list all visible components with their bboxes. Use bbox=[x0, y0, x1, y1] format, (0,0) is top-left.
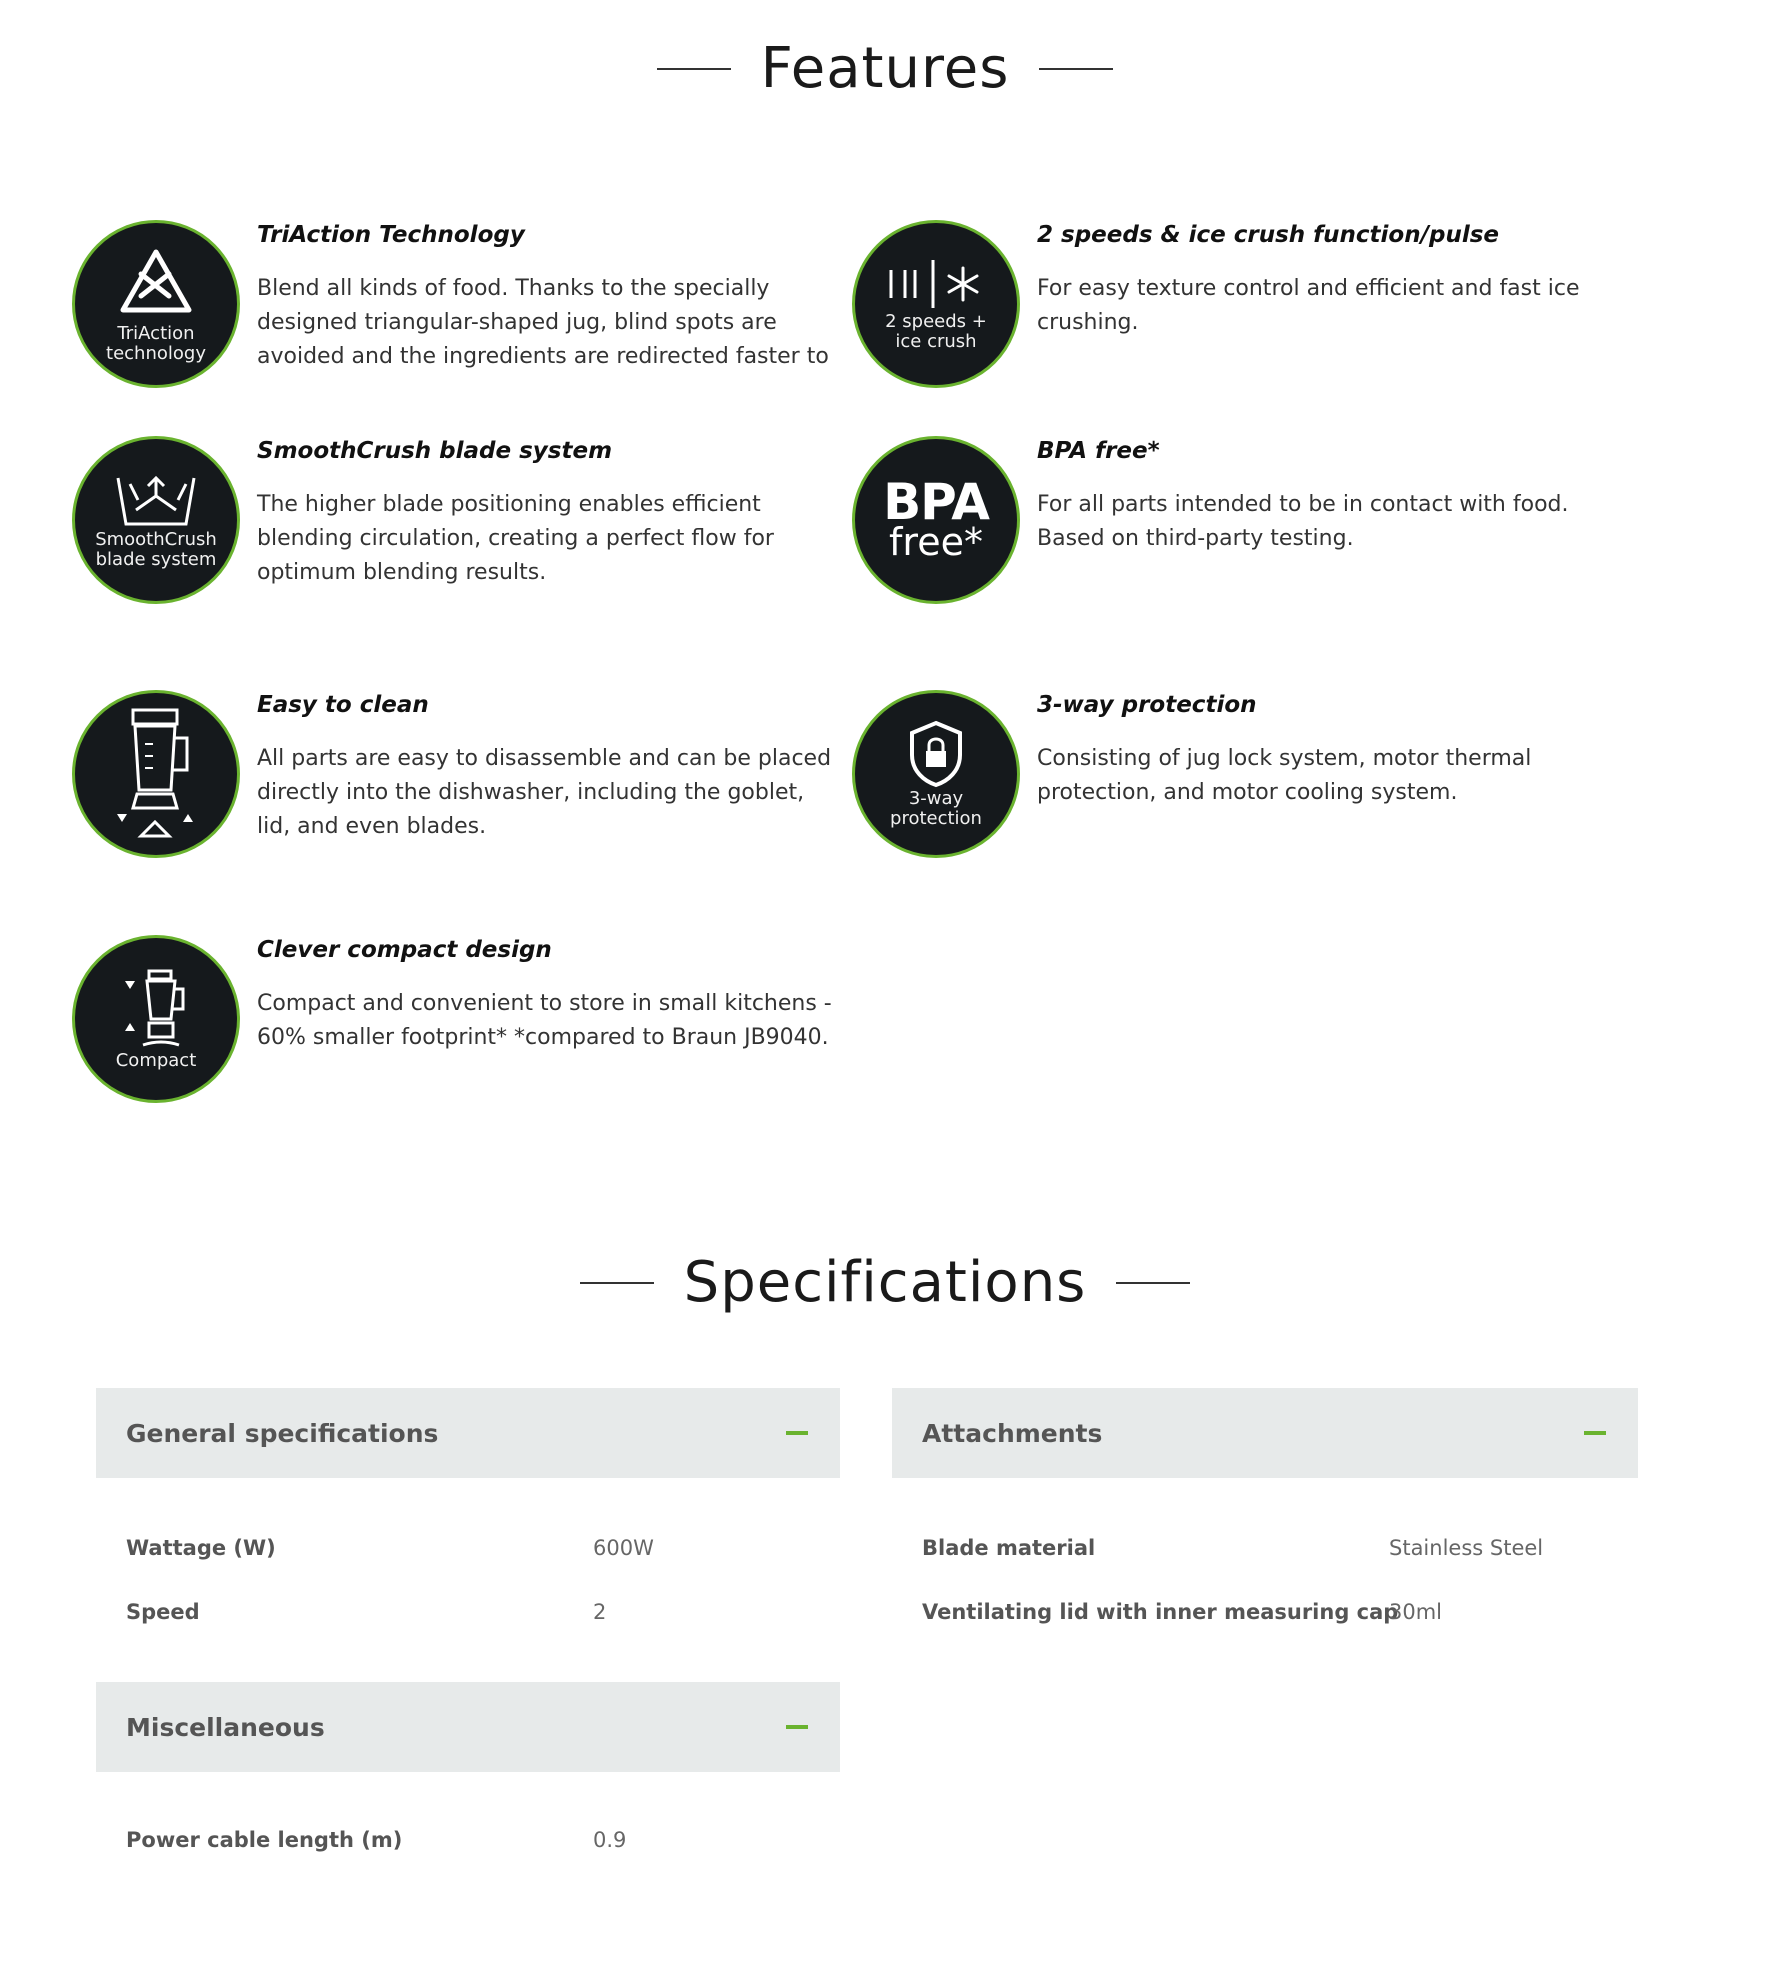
spec-key: Ventilating lid with inner measuring cap bbox=[922, 1600, 1399, 1624]
triaction-arrows-icon bbox=[111, 244, 201, 324]
spec-value: 600W bbox=[593, 1536, 654, 1560]
spec-value: Stainless Steel bbox=[1389, 1536, 1544, 1560]
spec-key: Speed bbox=[126, 1600, 200, 1624]
triaction-recycle-icon bbox=[72, 220, 240, 388]
spec-key: Wattage (W) bbox=[126, 1536, 276, 1560]
blade-arrows-icon bbox=[72, 436, 240, 604]
collapse-minus-icon[interactable] bbox=[1584, 1431, 1606, 1435]
blade-system-icon bbox=[108, 470, 204, 530]
compact-icon bbox=[121, 967, 191, 1051]
collapse-minus-icon[interactable] bbox=[786, 1725, 808, 1729]
shield-icon bbox=[906, 719, 966, 789]
badge-label: SmoothCrush blade system bbox=[95, 529, 217, 570]
feature-description: Consisting of jug lock system, motor thermal protection, and motor cooling system. bbox=[1037, 746, 1532, 805]
general-specs-header[interactable] bbox=[96, 1388, 840, 1478]
feature-description: Blend all kinds of food. Thanks to the specially designed triangular-shaped jug, blind spots are avoided and the ingredients are redirected faster to bbox=[257, 276, 829, 369]
feature-title: Easy to clean bbox=[257, 692, 429, 718]
heading-rule-left bbox=[580, 1282, 654, 1284]
shield-lock-icon bbox=[852, 690, 1020, 858]
badge-label: 3-way protection bbox=[890, 788, 982, 829]
feature-description: For easy texture control and efficient and fast ice crushing. bbox=[1037, 276, 1580, 335]
features-title: Features bbox=[760, 36, 1010, 101]
feature-description: The higher blade positioning enables efficient blending circulation, creating a perfect flow for optimum blending results. bbox=[257, 492, 774, 585]
feature-title: SmoothCrush blade system bbox=[257, 438, 613, 464]
feature-description: All parts are easy to disassemble and can be placed directly into the dishwasher, including the goblet, lid, and even blades. bbox=[257, 746, 832, 839]
bpa-badge-text: BPA bbox=[883, 473, 989, 531]
heading-rule-right bbox=[1039, 68, 1113, 70]
speed-bars-icon bbox=[881, 256, 991, 312]
spec-key: Blade material bbox=[922, 1536, 1096, 1560]
heading-rule-left bbox=[657, 68, 731, 70]
panel-title: Miscellaneous bbox=[126, 1712, 325, 1742]
features-heading bbox=[0, 36, 1770, 101]
compact-blender-icon bbox=[72, 935, 240, 1103]
misc-header[interactable] bbox=[96, 1682, 840, 1772]
badge-label: TriAction technology bbox=[106, 323, 206, 364]
feature-description: Compact and convenient to store in small kitchens - 60% smaller footprint* *compared to Braun JB9040. bbox=[257, 991, 832, 1050]
feature-description: For all parts intended to be in contact with food. Based on third-party testing. bbox=[1037, 492, 1569, 551]
collapse-minus-icon[interactable] bbox=[786, 1431, 808, 1435]
attachments-header[interactable] bbox=[892, 1388, 1638, 1478]
free-badge-text: free* bbox=[889, 520, 983, 564]
panel-title: Attachments bbox=[922, 1418, 1103, 1448]
spec-value: 2 bbox=[593, 1600, 607, 1624]
badge-label: 2 speeds + ice crush bbox=[885, 311, 987, 352]
bpa-free-icon bbox=[852, 436, 1020, 604]
feature-title: 2 speeds & ice crush function/pulse bbox=[1037, 222, 1499, 248]
specifications-heading bbox=[0, 1250, 1770, 1315]
feature-title: BPA free* bbox=[1037, 438, 1160, 464]
feature-title: TriAction Technology bbox=[257, 222, 525, 248]
heading-rule-right bbox=[1116, 1282, 1190, 1284]
spec-key: Power cable length (m) bbox=[126, 1828, 403, 1852]
spec-value: 30ml bbox=[1389, 1600, 1443, 1624]
speeds-snowflake-icon bbox=[852, 220, 1020, 388]
badge-label: Compact bbox=[115, 1050, 197, 1071]
blender-icon bbox=[111, 704, 201, 844]
spec-value: 0.9 bbox=[593, 1828, 627, 1852]
feature-title: Clever compact design bbox=[257, 937, 552, 963]
feature-title: 3-way protection bbox=[1037, 692, 1257, 718]
panel-title: General specifications bbox=[126, 1418, 439, 1448]
blender-disassemble-icon bbox=[72, 690, 240, 858]
specifications-title: Specifications bbox=[683, 1250, 1087, 1315]
